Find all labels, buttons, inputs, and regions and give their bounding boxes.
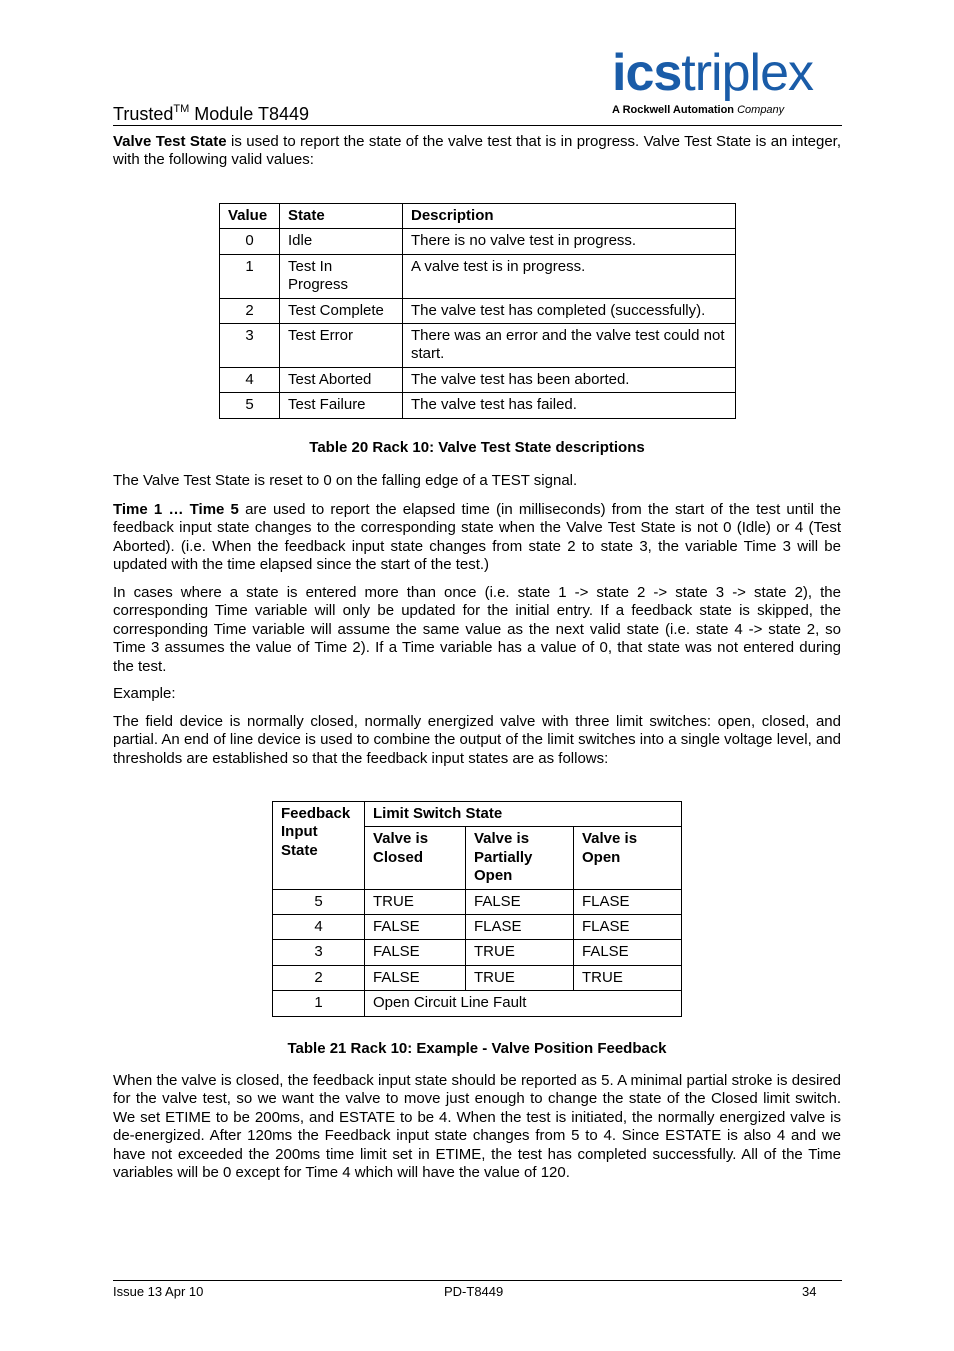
table-row — [220, 254, 736, 298]
footer-rule — [113, 1280, 842, 1281]
cell-value: 3 — [220, 324, 280, 368]
valve-position-feedback-table — [272, 801, 682, 1017]
cell-closed: FALSE — [365, 915, 466, 940]
table-row — [220, 324, 736, 368]
logo-triplex-text: triplex — [681, 44, 814, 102]
table-20-caption: Table 20 Rack 10: Valve Test State descriptions — [309, 439, 645, 456]
column-subheader: Valve is Closed — [365, 827, 466, 889]
cell-input-state: 5 — [273, 889, 365, 914]
cell-input-state: 4 — [273, 915, 365, 940]
cell-value: 0 — [220, 229, 280, 254]
table-row — [273, 889, 682, 914]
logo-ics-text: ics — [612, 44, 682, 102]
table-header-row — [273, 802, 682, 827]
table-21-caption: Table 21 Rack 10: Example - Valve Position Feedback — [287, 1040, 667, 1057]
column-header: State — [280, 204, 403, 229]
column-subheader: Valve is Open — [574, 827, 682, 889]
cell-description: The valve test has completed (successfully). — [403, 298, 736, 323]
cell-closed: FALSE — [365, 965, 466, 990]
page-header-title: Trusted™ Module T8449 — [113, 103, 310, 124]
valve-test-state-table — [219, 203, 736, 419]
example-label: Example: — [113, 685, 176, 702]
cell-value: 4 — [220, 367, 280, 392]
ics-triplex-logo — [612, 46, 842, 118]
footer-issue: Issue 13 Apr 10 — [113, 1284, 204, 1299]
closed-valve-paragraph: When the valve is closed, the feedback input state should be reported as 5. A minimal partial stroke is desired for the valve test, so we want the valve to move just enough to change the state of the Closed limit switch. We set ETIME to be 200ms, and ESTATE to be 4. When the test is initiated, the normally energized valve is de-energized. After 120ms the Feedback input state changes from 5 to 4. Since ESTATE is also 4 and we have not exceeded the 200ms time limit set in ETIME, the test has completed successfully. All of the Time variables will be 0 except for Time 4 which will have the value of 120. — [113, 1072, 841, 1182]
cell-value: 5 — [220, 393, 280, 418]
cell-partial: TRUE — [466, 965, 574, 990]
cell-state: Test Failure — [280, 393, 403, 418]
cell-fault: Open Circuit Line Fault — [365, 991, 682, 1016]
cell-input-state: 1 — [273, 991, 365, 1016]
reset-paragraph: The Valve Test State is reset to 0 on the falling edge of a TEST signal. — [113, 472, 578, 489]
cell-open: TRUE — [574, 965, 682, 990]
logo-company: Company — [737, 104, 785, 116]
footer-doc-id: PD-T8449 — [444, 1284, 504, 1299]
table-row — [220, 393, 736, 418]
table-row — [273, 991, 682, 1016]
cell-value: 2 — [220, 298, 280, 323]
table-header-row — [220, 204, 736, 229]
cell-description: There was an error and the valve test could not start. — [403, 324, 736, 368]
column-header: Limit Switch State — [365, 802, 682, 827]
table-row — [273, 940, 682, 965]
table-row — [220, 367, 736, 392]
table-row — [273, 965, 682, 990]
logo-tagline: A Rockwell Automation — [612, 104, 735, 116]
cell-state: Test Aborted — [280, 367, 403, 392]
cell-open: FLASE — [574, 889, 682, 914]
cell-state: Test Error — [280, 324, 403, 368]
footer-page-number: 34 — [802, 1284, 817, 1299]
column-header: Feedback Input State — [273, 802, 365, 890]
time-paragraph: Time 1 … Time 5 are used to report the elapsed time (in milliseconds) from the start of the test until the feedback input state changes to the corresponding state when the Valve Test State is not 0 (Idle) or 4 (Test Aborted). (i.e. When the feedback input state changes from state 2 to state 3, the variable Time 3 will be updated with the time elapsed since the start of the test.) — [113, 501, 841, 574]
intro-paragraph: Valve Test State is used to report the state of the valve test that is in progress. Valve Test State is an integer, with the following valid values: — [113, 133, 842, 169]
cell-description: A valve test is in progress. — [403, 254, 736, 298]
cell-description: The valve test has failed. — [403, 393, 736, 418]
column-subheader: Valve is Partially Open — [466, 827, 574, 889]
column-header: Value — [220, 204, 280, 229]
cell-open: FALSE — [574, 940, 682, 965]
cell-description: There is no valve test in progress. — [403, 229, 736, 254]
cell-closed: TRUE — [365, 889, 466, 914]
column-header: Description — [403, 204, 736, 229]
cell-description: The valve test has been aborted. — [403, 367, 736, 392]
cell-state: Test In Progress — [280, 254, 403, 298]
table-row — [273, 915, 682, 940]
table-row — [220, 298, 736, 323]
cell-state: Test Complete — [280, 298, 403, 323]
cell-value: 1 — [220, 254, 280, 298]
table-row — [220, 229, 736, 254]
cell-open: FLASE — [574, 915, 682, 940]
cell-partial: FLASE — [466, 915, 574, 940]
cell-closed: FALSE — [365, 940, 466, 965]
cell-input-state: 2 — [273, 965, 365, 990]
repeat-state-paragraph: In cases where a state is entered more than once (i.e. state 1 -> state 2 -> state 3 -> state 2), the corresponding Time variable will only be updated for the initial entry. If a feedback state is skipped, the corresponding Time variable will assume the same value as the next valid state (i.e. state 4 -> state 2, so Time 3 assumes the value of Time 2). If a Time variable has a value of 0, that state was not entered during the test. — [113, 584, 841, 675]
cell-partial: FALSE — [466, 889, 574, 914]
cell-state: Idle — [280, 229, 403, 254]
cell-partial: TRUE — [466, 940, 574, 965]
field-device-paragraph: The field device is normally closed, normally energized valve with three limit switches: open, closed, and partial. An end of line device is used to combine the output of the limit switches into a single voltage level, and thresholds are established so that the feedback input states are as follows: — [113, 713, 841, 767]
header-rule — [113, 125, 842, 126]
cell-input-state: 3 — [273, 940, 365, 965]
